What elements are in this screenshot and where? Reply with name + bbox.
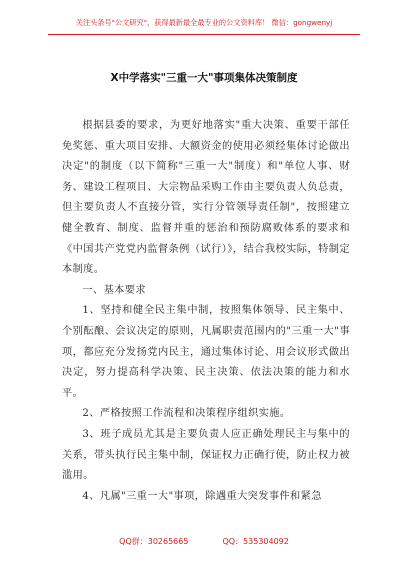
document-title: X中学落实"三重一大"事项集体决策制度 [110,72,298,84]
section-heading-basic-requirements: 一、基本要求 [82,284,146,296]
header-divider [48,34,360,35]
paragraph-intro: 根据县委的要求，为更好地落实"重大决策、重要干部任免奖惩、重大项目安排、大额资金的使用必须经集体讨论做出决定"的制度（以下简称"三重一大"制度）和"单位人事、财务、建设工程项目、大宗物品采购工作由主要负责人负总责，但主要负责人不直接分管，实行分管领导责任制"，按照建立健全教育、制度、监督并重的惩治和预防腐败体系的要求和《中国共产党党内监督条例（试行）》，结合我校实际，特制定本制度。 [62,120,350,276]
header-banner: 关注头条号"公文研究"，获得最新最全最专业的公文资料库！ 微信：gongwenyj [75,18,333,27]
footer-qq-group: QQ群：30265665 [119,537,189,546]
footer-qq: QQ：535304092 [222,537,289,546]
document-body [62,116,350,507]
paragraph-item-3: 3、班子成员尤其是主要负责人应正确处理民主与集中的关系，带头执行民主集中制，保证权力正确行使，防止权力被滥用。 [62,428,350,482]
paragraph-item-2: 2、严格按照工作流程和决策程序组织实施。 [82,408,291,420]
footer-contact [0,536,408,547]
paragraph-item-1: 1、坚持和健全民主集中制，按照集体领导、民主集中、个别酝酿、会议决定的原则，凡属职责范围内的"三重一大"事项，都应充分发扬党内民主，通过集体讨论、用会议形式做出决定，努力提高科学决策、民主决策、依法决策的能力和水平。 [62,305,350,399]
paragraph-item-4: 4、凡属"三重一大"事项，除遇重大突发事件和紧急 [82,490,322,502]
